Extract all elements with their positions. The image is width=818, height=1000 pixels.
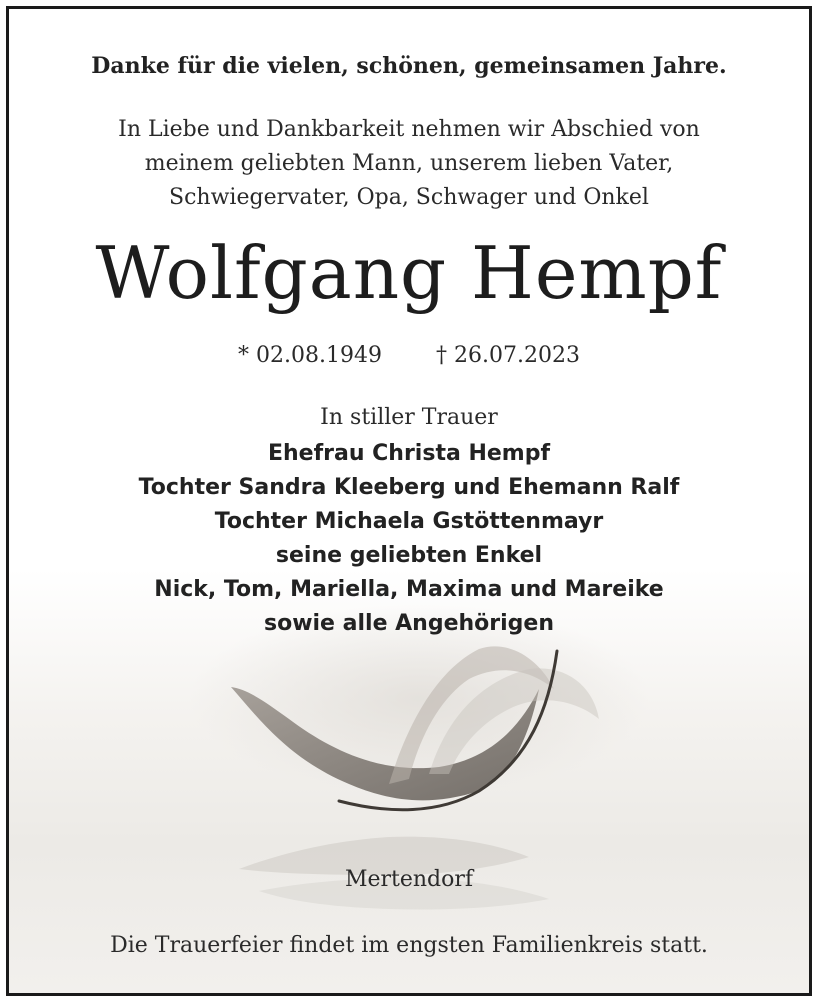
intro-line: Schwiegervater, Opa, Schwager und Onkel bbox=[169, 185, 649, 210]
mourning-intro: In stiller Trauer bbox=[320, 405, 498, 430]
family-line: Tochter Michaela Gstöttenmayr bbox=[214, 509, 604, 534]
family-line: Ehefrau Christa Hempf bbox=[267, 441, 551, 466]
intro-text bbox=[9, 113, 809, 215]
family-line: Tochter Sandra Kleeberg und Ehemann Ralf bbox=[138, 475, 680, 500]
motto: Danke für die vielen, schönen, gemeinsamen Jahre. bbox=[91, 53, 727, 79]
family-line: sowie alle Angehörigen bbox=[263, 611, 555, 636]
intro-line: meinem geliebten Mann, unserem lieben Vater, bbox=[144, 151, 674, 176]
family-line: Nick, Tom, Mariella, Maxima und Mareike bbox=[154, 577, 664, 602]
deceased-name: Wolfgang Hempf bbox=[95, 231, 723, 315]
obituary-notice bbox=[6, 6, 812, 996]
family-list bbox=[9, 437, 809, 641]
funeral-note: Die Trauerfeier findet im engsten Familienkreis statt. bbox=[110, 933, 708, 958]
death-date: † 26.07.2023 bbox=[436, 343, 580, 368]
life-dates bbox=[9, 343, 809, 368]
place: Mertendorf bbox=[344, 867, 474, 892]
family-line: seine geliebten Enkel bbox=[275, 543, 543, 568]
intro-line: In Liebe und Dankbarkeit nehmen wir Abschied von bbox=[118, 117, 700, 142]
birth-date: * 02.08.1949 bbox=[238, 343, 382, 368]
